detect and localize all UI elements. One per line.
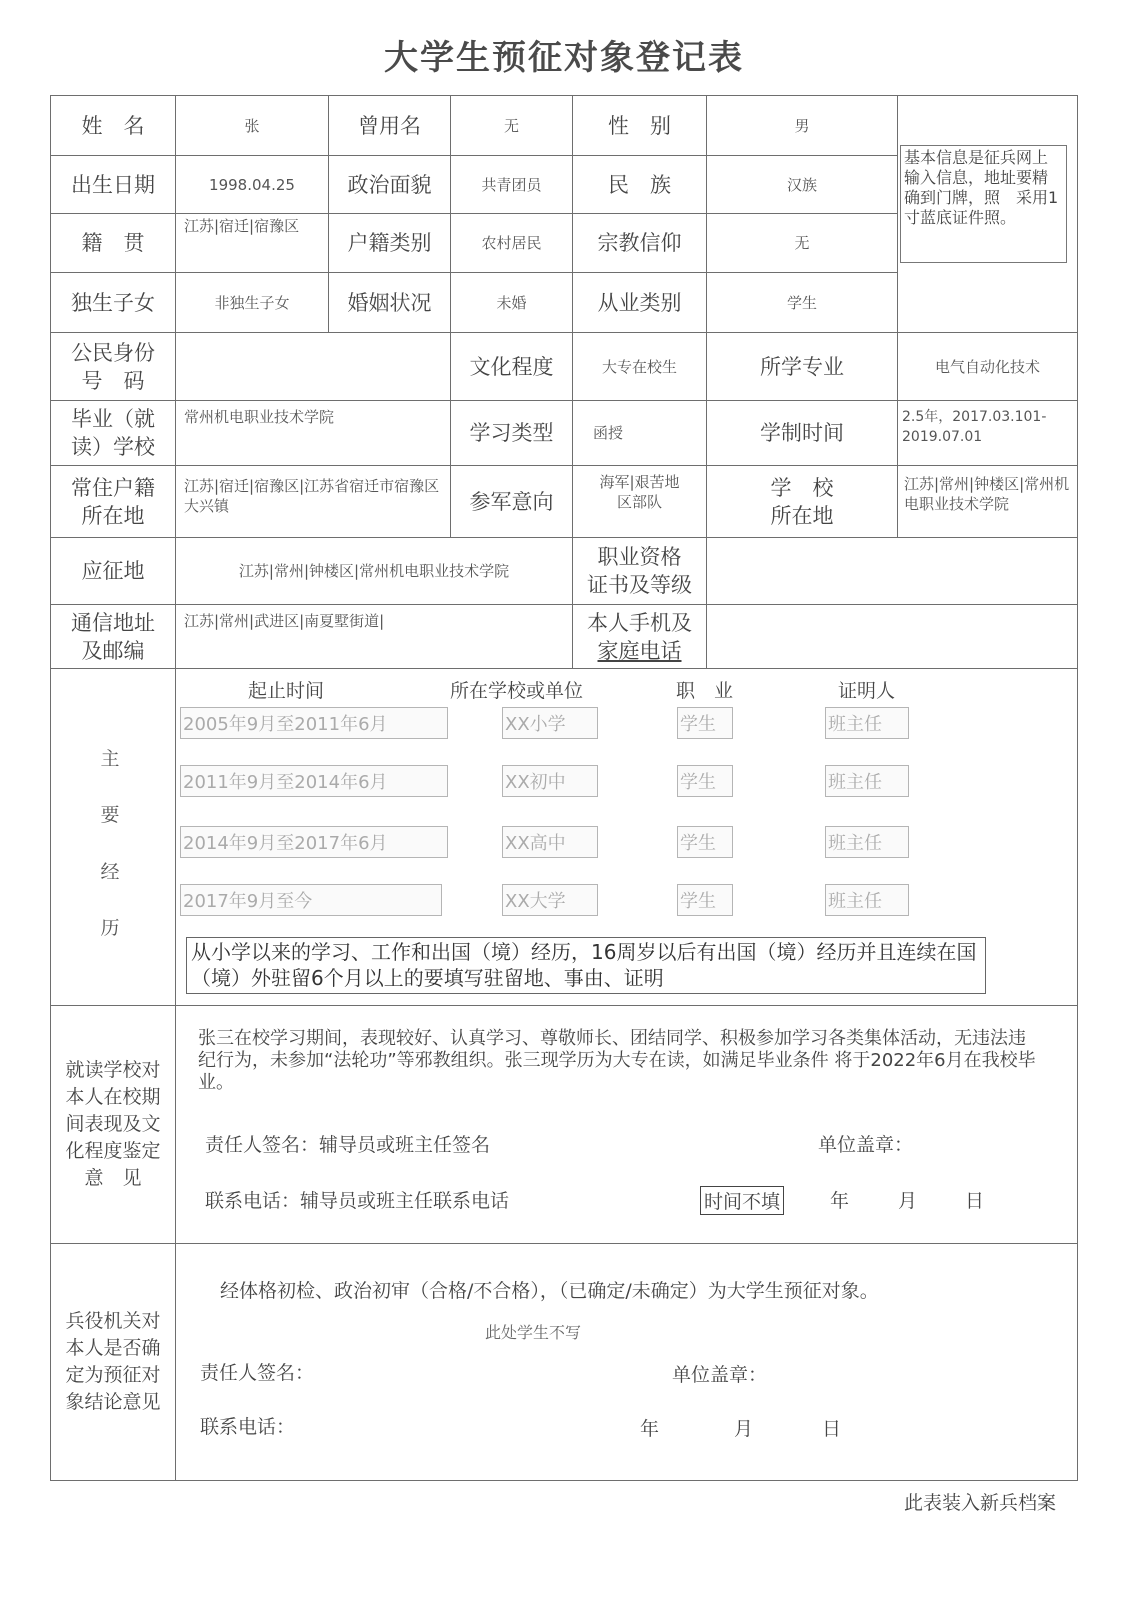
residence-label-line2: 所在地 bbox=[81, 503, 145, 528]
military-opinion-seal[interactable]: 单位盖章： bbox=[672, 1364, 768, 1386]
address-label bbox=[50, 604, 176, 669]
military-opinion-label-line: 兵役机关对 bbox=[65, 1310, 161, 1332]
row-period[interactable]: 2014年9月至2017年6月 bbox=[180, 826, 448, 858]
cert-label-line1: 职业资格 bbox=[597, 545, 682, 569]
intent-line2: 区部队 bbox=[616, 493, 662, 511]
school-location-label-line2: 所在地 bbox=[770, 503, 834, 528]
form-title: 大学生预征对象登记表 bbox=[384, 38, 744, 78]
intent-label: 参军意向 bbox=[450, 465, 573, 538]
household-label: 户籍类别 bbox=[328, 213, 451, 273]
cert-value[interactable] bbox=[706, 537, 1078, 605]
row-period[interactable]: 2011年9月至2014年6月 bbox=[180, 765, 448, 797]
occupation-value[interactable]: 学生 bbox=[706, 272, 898, 333]
intent-line1: 海军|艰苦地 bbox=[599, 473, 680, 491]
military-opinion-label-line: 本人是否确 bbox=[65, 1337, 161, 1359]
row-job[interactable]: 学生 bbox=[677, 884, 733, 916]
native-label: 籍 贯 bbox=[50, 213, 176, 273]
phone-label-line2: 家庭电话 bbox=[597, 638, 682, 663]
study-type-label: 学习类型 bbox=[450, 400, 573, 466]
school-opinion-signer[interactable]: 责任人签名：辅导员或班主任签名 bbox=[205, 1134, 491, 1156]
time-note: 时间不填 bbox=[700, 1186, 784, 1215]
row-unit[interactable]: XX初中 bbox=[502, 765, 598, 797]
marital-value[interactable]: 未婚 bbox=[450, 272, 573, 333]
footer-note: 此表装入新兵档案 bbox=[903, 1492, 1056, 1514]
gender-value[interactable]: 男 bbox=[706, 95, 898, 156]
gender-label: 性 别 bbox=[572, 95, 707, 156]
row-period[interactable]: 2005年9月至2011年6月 bbox=[180, 707, 448, 739]
id-value[interactable] bbox=[175, 332, 451, 401]
duration-value[interactable] bbox=[897, 400, 1078, 466]
military-opinion-phone[interactable]: 联系电话： bbox=[200, 1416, 296, 1438]
cert-label-line2: 证书及等级 bbox=[587, 573, 692, 597]
school-opinion-label-line: 间表现及文 bbox=[65, 1113, 161, 1135]
residence-label-line1: 常住户籍 bbox=[71, 475, 155, 500]
military-opinion-day: 日 bbox=[822, 1418, 842, 1440]
row-witness[interactable]: 班主任 bbox=[825, 707, 909, 739]
residence-value[interactable]: 江苏|宿迁|宿豫区|江苏省宿迁市宿豫区大兴镇 bbox=[175, 465, 451, 538]
enlist-value[interactable]: 江苏|常州|钟楼区|常州机电职业技术学院 bbox=[175, 537, 573, 605]
duration-line2: 2019.07.01 bbox=[902, 429, 983, 445]
only-child-value[interactable]: 非独生子女 bbox=[175, 272, 329, 333]
school-opinion-label-line: 意 见 bbox=[84, 1167, 142, 1189]
edu-value[interactable]: 大专在校生 bbox=[572, 332, 707, 401]
military-opinion-signer[interactable]: 责任人签名： bbox=[200, 1362, 315, 1384]
name-value[interactable]: 张 bbox=[175, 95, 329, 156]
ethnic-value[interactable]: 汉族 bbox=[706, 155, 898, 214]
phone-label-line1: 本人手机及 bbox=[587, 610, 692, 635]
experience-label-3: 经 bbox=[100, 861, 120, 883]
experience-label-1: 主 bbox=[100, 748, 120, 770]
enlist-label: 应征地 bbox=[50, 537, 176, 605]
id-label bbox=[50, 332, 176, 401]
military-opinion-year: 年 bbox=[640, 1418, 660, 1440]
cert-label bbox=[572, 537, 707, 605]
birth-label: 出生日期 bbox=[50, 155, 176, 214]
phone-value[interactable] bbox=[706, 604, 1078, 669]
military-opinion-month: 月 bbox=[734, 1418, 754, 1440]
row-witness[interactable]: 班主任 bbox=[825, 884, 909, 916]
school-location-value[interactable]: 江苏|常州|钟楼区|常州机电职业技术学院 bbox=[897, 465, 1078, 538]
study-type-value[interactable]: 函授 bbox=[572, 400, 707, 466]
photo-note: 基本信息是征兵网上输入信息，地址要精确到门牌，照 采用1寸蓝底证件照。 bbox=[900, 145, 1067, 263]
school-opinion-phone[interactable]: 联系电话：辅导员或班主任联系电话 bbox=[205, 1190, 510, 1212]
row-job[interactable]: 学生 bbox=[677, 826, 733, 858]
major-value[interactable]: 电气自动化技术 bbox=[897, 332, 1078, 401]
row-unit[interactable]: XX小学 bbox=[502, 707, 598, 739]
duration-label: 学制时间 bbox=[706, 400, 898, 466]
military-opinion-label-line: 象结论意见 bbox=[65, 1391, 161, 1413]
military-opinion-note: 此处学生不写 bbox=[485, 1323, 582, 1342]
address-label-line2: 及邮编 bbox=[81, 638, 145, 663]
experience-label-cell bbox=[50, 668, 176, 1006]
row-job[interactable]: 学生 bbox=[677, 765, 733, 797]
id-label-line1: 公民身份 bbox=[71, 340, 155, 365]
duration-line1: 2.5年，2017.03.101- bbox=[902, 409, 1047, 425]
row-unit[interactable]: XX大学 bbox=[502, 884, 598, 916]
school-opinion-seal[interactable]: 单位盖章： bbox=[818, 1134, 914, 1156]
school-value[interactable]: 常州机电职业技术学院 bbox=[175, 400, 451, 466]
political-label: 政治面貌 bbox=[328, 155, 451, 214]
edu-label: 文化程度 bbox=[450, 332, 573, 401]
school-location-label-line1: 学 校 bbox=[770, 475, 834, 500]
major-label: 所学专业 bbox=[706, 332, 898, 401]
school-opinion-label-line: 化程度鉴定 bbox=[65, 1140, 161, 1162]
id-label-line2: 号 码 bbox=[81, 368, 145, 393]
military-opinion-label-line: 定为预征对 bbox=[65, 1364, 161, 1386]
name-label: 姓 名 bbox=[50, 95, 176, 156]
school-opinion-month: 月 bbox=[898, 1190, 918, 1212]
household-value[interactable]: 农村居民 bbox=[450, 213, 573, 273]
experience-label-4: 历 bbox=[100, 917, 120, 939]
experience-instructions: 从小学以来的学习、工作和出国（境）经历，16周岁以后有出国（境）经历并且连续在国（境）外驻留6个月以上的要填写驻留地、事由、证明 bbox=[186, 937, 986, 994]
address-label-line1: 通信地址 bbox=[71, 610, 155, 635]
row-unit[interactable]: XX高中 bbox=[502, 826, 598, 858]
former-name-label: 曾用名 bbox=[328, 95, 451, 156]
school-opinion-year: 年 bbox=[830, 1190, 850, 1212]
school-opinion-day: 日 bbox=[965, 1190, 985, 1212]
phone-label bbox=[572, 604, 707, 669]
school-label bbox=[50, 400, 176, 466]
school-opinion-label bbox=[50, 1005, 176, 1244]
ethnic-label: 民 族 bbox=[572, 155, 707, 214]
school-label-line2: 读）学校 bbox=[71, 435, 155, 459]
row-witness[interactable]: 班主任 bbox=[825, 765, 909, 797]
row-period[interactable]: 2017年9月至今 bbox=[180, 884, 442, 916]
religion-label: 宗教信仰 bbox=[572, 213, 707, 273]
row-job[interactable]: 学生 bbox=[677, 707, 733, 739]
native-value[interactable]: 江苏|宿迁|宿豫区 bbox=[175, 213, 329, 273]
header-witness: 证明人 bbox=[838, 680, 896, 702]
military-opinion-label bbox=[50, 1243, 176, 1481]
intent-value[interactable] bbox=[572, 465, 707, 538]
school-location-label bbox=[706, 465, 898, 538]
school-opinion-label-line: 本人在校期 bbox=[65, 1086, 161, 1108]
school-opinion-label-line: 就读学校对 bbox=[65, 1059, 161, 1081]
former-name-value[interactable]: 无 bbox=[450, 95, 573, 156]
row-witness[interactable]: 班主任 bbox=[825, 826, 909, 858]
experience-label-2: 要 bbox=[100, 804, 120, 826]
header-job: 职 业 bbox=[676, 680, 734, 702]
religion-value[interactable]: 无 bbox=[706, 213, 898, 273]
birth-value[interactable]: 1998.04.25 bbox=[175, 155, 329, 214]
political-value[interactable]: 共青团员 bbox=[450, 155, 573, 214]
military-opinion-text[interactable]: 经体格初检、政治初审（合格/不合格），（已确定/未确定）为大学生预征对象。 bbox=[220, 1280, 879, 1302]
address-value[interactable]: 江苏|常州|武进区|南夏墅街道| bbox=[175, 604, 573, 669]
header-period: 起止时间 bbox=[248, 680, 325, 702]
occupation-label: 从业类别 bbox=[572, 272, 707, 333]
school-label-line1: 毕业（就 bbox=[71, 407, 155, 431]
residence-label bbox=[50, 465, 176, 538]
marital-label: 婚姻状况 bbox=[328, 272, 451, 333]
header-unit: 所在学校或单位 bbox=[450, 680, 584, 702]
only-child-label: 独生子女 bbox=[50, 272, 176, 333]
school-opinion-text[interactable]: 张三在校学习期间，表现较好、认真学习、尊敬师长、团结同学、积极参加学习各类集体活动，无违法违纪行为，未参加“法轮功”等邪教组织。张三现学历为大专在读，如满足毕业条件 将于2022年6月在我校毕业。 bbox=[198, 1028, 1036, 1093]
